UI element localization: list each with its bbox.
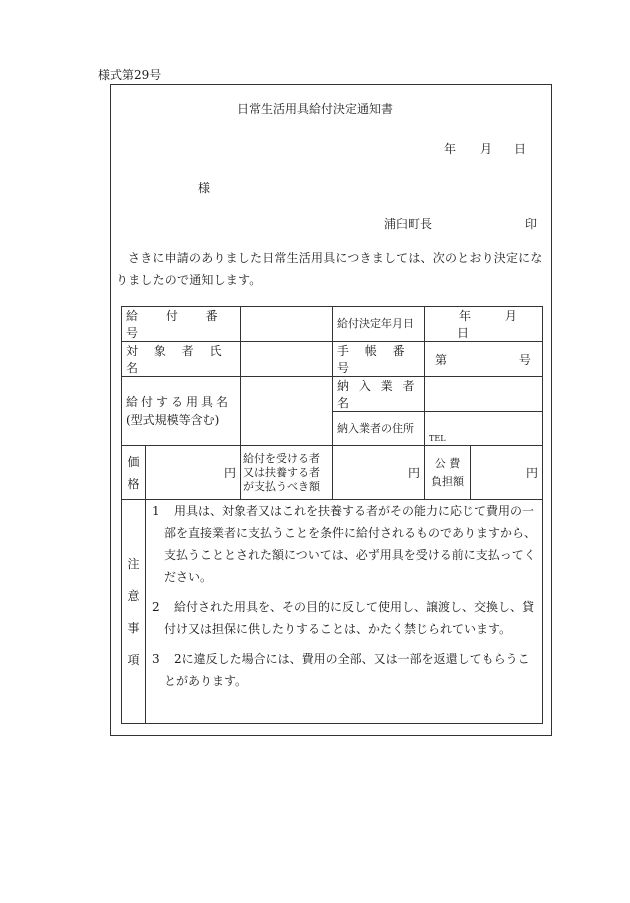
decision-date-value[interactable] [425,307,543,342]
public-yen: 円 [526,466,539,480]
decision-date-label: 給付決定年月日 [333,307,425,342]
price-yen: 円 [224,466,237,480]
table-row [122,342,543,377]
notes-label [122,500,146,724]
subject-name-label: 対 象 者 氏 名 [122,342,241,377]
note-text: 給付された用具を、その目的に反して使用し、譲渡し、交換し、貸付け又は担保に供したりすることは、かたく禁じられています。 [164,600,535,636]
payer-yen: 円 [408,466,421,480]
table-row [122,500,543,724]
table-row [122,446,543,500]
grant-number-label: 給 付 番 号 [122,307,241,342]
note-item [152,500,536,588]
handbook-prefix: 第 [435,352,448,367]
payer-label-line1: 給付を受ける者 [243,451,321,465]
device-name-label [122,377,241,446]
note-item [152,596,536,640]
form-number: 様式第29号 [98,68,162,82]
subject-name-value[interactable] [241,342,333,377]
recipient-suffix: 様 [198,181,211,195]
price-label [122,446,146,500]
seal-mark: 印 [525,217,538,231]
date-month: 月 [480,142,493,156]
device-name-label-line1: 給付する用具名 [126,395,232,409]
supplier-name-value[interactable] [425,377,543,412]
decision-date-year: 年 [459,309,472,323]
device-name-value[interactable] [241,377,333,446]
notes-label-char: 注 [127,556,140,571]
supplier-address-label: 納入業者の住所 [333,412,425,446]
tel-label: TEL [429,433,446,443]
price-label-char2: 格 [127,476,140,491]
date-day: 日 [514,142,527,156]
notes-label-char: 事 [127,620,140,635]
date-year: 年 [444,142,457,156]
table-row [122,307,543,342]
handbook-number-value[interactable] [425,342,543,377]
price-label-char1: 価 [127,454,140,469]
notes-label-char: 意 [127,588,140,603]
supplier-name-label: 納 入 業 者 名 [333,377,425,412]
decision-date-day: 日 [457,326,470,340]
payer-amount-label [241,446,333,500]
supplier-address-value[interactable] [425,412,543,446]
public-label-line2: 負担額 [431,474,465,488]
note-text: 用具は、対象者又はこれを扶養する者がその能力に応じて費用の一部を直接業者に支払うことを条件に給付されるものでありますから、支払うこととされた額については、必ず用具を受ける前に支払ってください。 [164,504,537,584]
public-label-line1: 公 費 [434,456,461,470]
notice-body: さきに申請のありました日常生活用具につきましては、次のとおり決定になりましたので通知します。 [116,251,543,287]
payer-amount-value[interactable] [333,446,425,500]
notes-body [146,500,543,724]
table-row [122,377,543,412]
document-title: 日常生活用具給付決定通知書 [236,102,393,116]
price-value[interactable] [146,446,241,500]
payer-label-line2: 又は扶養する者 [243,465,321,479]
note-item [152,648,536,692]
note-number: 2 [152,600,160,614]
public-share-value[interactable] [471,446,543,500]
issuer-name: 浦臼町長 [384,217,433,231]
payer-label-line3: が支払うべき額 [243,479,321,493]
grant-number-value[interactable] [241,307,333,342]
handbook-number-label: 手 帳 番 号 [333,342,425,377]
handbook-suffix: 号 [518,352,531,367]
device-name-label-line2: (型式規模等含む) [126,413,220,427]
decision-table [121,306,543,724]
public-share-label [425,446,471,500]
note-number: 3 [152,652,160,666]
note-text: 2に違反した場合には、費用の全部、又は一部を返還してもらうことがあります。 [164,652,530,688]
decision-date-month: 月 [504,309,517,323]
notes-label-char: 項 [127,652,140,667]
note-number: 1 [152,504,160,518]
